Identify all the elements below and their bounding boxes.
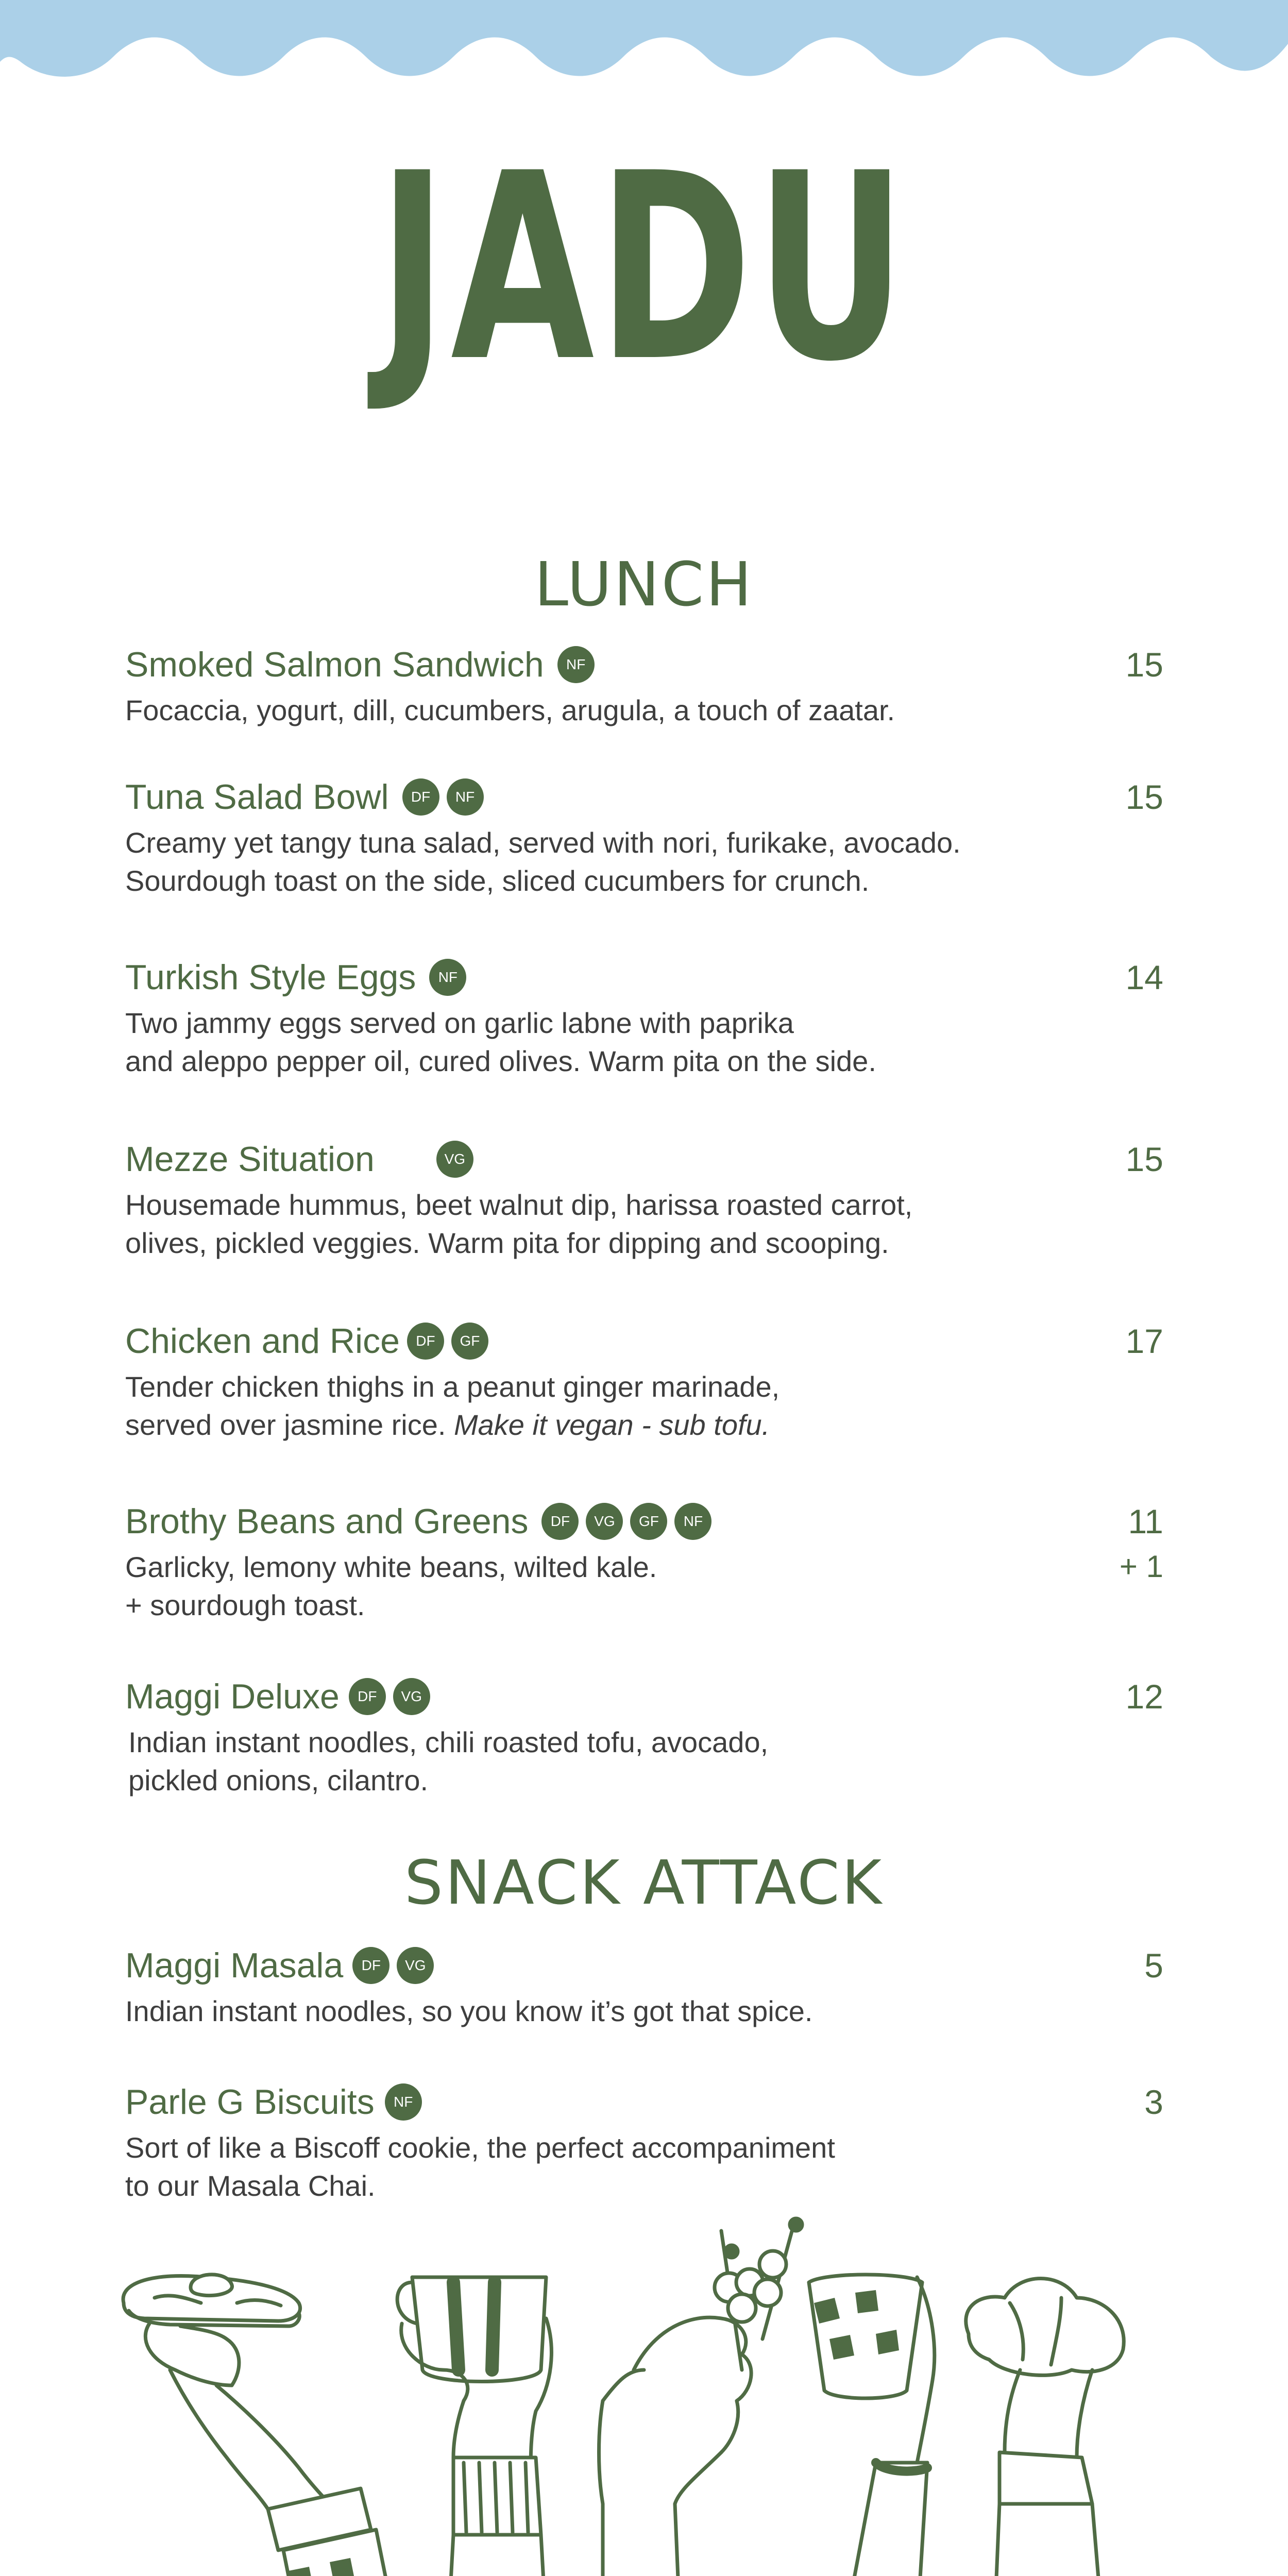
description-line: Tender chicken thighs in a peanut ginger marinade,: [125, 1370, 780, 1403]
item-name: Parle G Biscuits: [125, 2082, 375, 2122]
item-description: [128, 1723, 1163, 1800]
menu-item: [125, 952, 1163, 1080]
description-line: to our Masala Chai.: [125, 2170, 376, 2202]
menu-item: [125, 1496, 1163, 1624]
menu-item: [125, 1315, 1163, 1444]
hand-with-glass-icon: [809, 2275, 935, 2576]
hands-illustration: [0, 2215, 1288, 2576]
hand-with-mug-icon: [397, 2277, 551, 2576]
description-line: [125, 1406, 1163, 1444]
df-badge: DF: [541, 1503, 579, 1540]
menu-item: [125, 1133, 1163, 1262]
hand-with-toast-icon: [123, 2275, 392, 2576]
brand-logo: JADU: [378, 118, 910, 418]
nf-badge: NF: [674, 1503, 711, 1540]
item-price: 15: [1125, 1140, 1163, 1178]
description-line: Two jammy eggs served on garlic labne with paprika: [125, 1007, 794, 1039]
description-line: olives, pickled veggies. Warm pita for dipping and scooping.: [125, 1227, 889, 1259]
item-description: [125, 691, 1163, 730]
nf-badge: NF: [429, 959, 466, 996]
item-name: Tuna Salad Bowl: [125, 777, 389, 817]
description-line: + sourdough toast.: [125, 1589, 365, 1621]
vg-badge: VG: [436, 1141, 473, 1178]
nf-badge: NF: [385, 2083, 422, 2121]
item-description: [125, 1186, 1163, 1262]
df-badge: DF: [352, 1947, 389, 1984]
menu-item: [125, 1940, 1163, 2030]
vegan-note: Make it vegan - sub tofu.: [454, 1409, 770, 1441]
description-line: Indian instant noodles, so you know it’s got that spice.: [125, 1995, 813, 2027]
hand-with-croissant-icon: [966, 2279, 1124, 2576]
item-name: Smoked Salmon Sandwich: [125, 645, 544, 684]
description-line: Garlicky, lemony white beans, wilted kale.: [125, 1551, 657, 1583]
item-description: [125, 1368, 1163, 1444]
description-line: Sort of like a Biscoff cookie, the perfect accompaniment: [125, 2131, 835, 2164]
gf-badge: GF: [630, 1503, 667, 1540]
item-name: Mezze Situation: [125, 1140, 375, 1179]
item-name: Turkish Style Eggs: [125, 958, 416, 997]
item-name: Brothy Beans and Greens: [125, 1502, 529, 1541]
item-description: [125, 1004, 1163, 1080]
description-line: Focaccia, yogurt, dill, cucumbers, arugula, a touch of zaatar.: [125, 694, 895, 726]
item-price: 15: [1125, 778, 1163, 816]
df-badge: DF: [349, 1678, 386, 1715]
menu-item: [125, 771, 1163, 900]
menu-item: [125, 1671, 1163, 1800]
item-price: 17: [1125, 1322, 1163, 1360]
vg-badge: VG: [586, 1503, 623, 1540]
description-line: Indian instant noodles, chili roasted tofu, avocado,: [128, 1726, 769, 1758]
menu-item: [125, 2076, 1163, 2205]
description-line: Housemade hummus, beet walnut dip, harissa roasted carrot,: [125, 1189, 913, 1221]
vg-badge: VG: [397, 1947, 434, 1984]
description-line: pickled onions, cilantro.: [128, 1764, 429, 1797]
section-title-snack-attack: SNACK ATTACK: [404, 1847, 884, 1918]
description-text: served over jasmine rice.: [125, 1409, 446, 1441]
item-price: 3: [1144, 2083, 1163, 2121]
df-badge: DF: [407, 1323, 444, 1360]
hand-with-skewer-icon: [599, 2218, 803, 2576]
item-price: 15: [1125, 646, 1163, 684]
nf-badge: NF: [447, 778, 484, 816]
gf-badge: GF: [451, 1323, 488, 1360]
item-description: [125, 2129, 1163, 2205]
description-line: Sourdough toast on the side, sliced cucumbers for crunch.: [125, 865, 870, 897]
item-description: [125, 824, 1163, 900]
menu-item: [125, 639, 1163, 730]
item-description: [125, 1992, 1163, 2030]
item-price: 5: [1144, 1946, 1163, 1985]
item-description: [125, 1548, 1163, 1624]
top-wave-border: [0, 0, 1288, 88]
extra-price: + 1: [1119, 1549, 1163, 1584]
nf-badge: NF: [557, 646, 595, 683]
item-name: Maggi Deluxe: [125, 1677, 340, 1716]
section-title-lunch: LUNCH: [534, 549, 754, 620]
df-badge: DF: [402, 778, 439, 816]
item-name: Chicken and Rice: [125, 1321, 400, 1361]
vg-badge: VG: [393, 1678, 430, 1715]
item-price: 14: [1125, 958, 1163, 996]
description-line: Creamy yet tangy tuna salad, served with nori, furikake, avocado.: [125, 826, 961, 859]
item-name: Maggi Masala: [125, 1946, 344, 1985]
description-line: and aleppo pepper oil, cured olives. Warm pita on the side.: [125, 1045, 876, 1077]
item-price: 11: [1128, 1502, 1163, 1540]
item-price: 12: [1125, 1677, 1163, 1716]
